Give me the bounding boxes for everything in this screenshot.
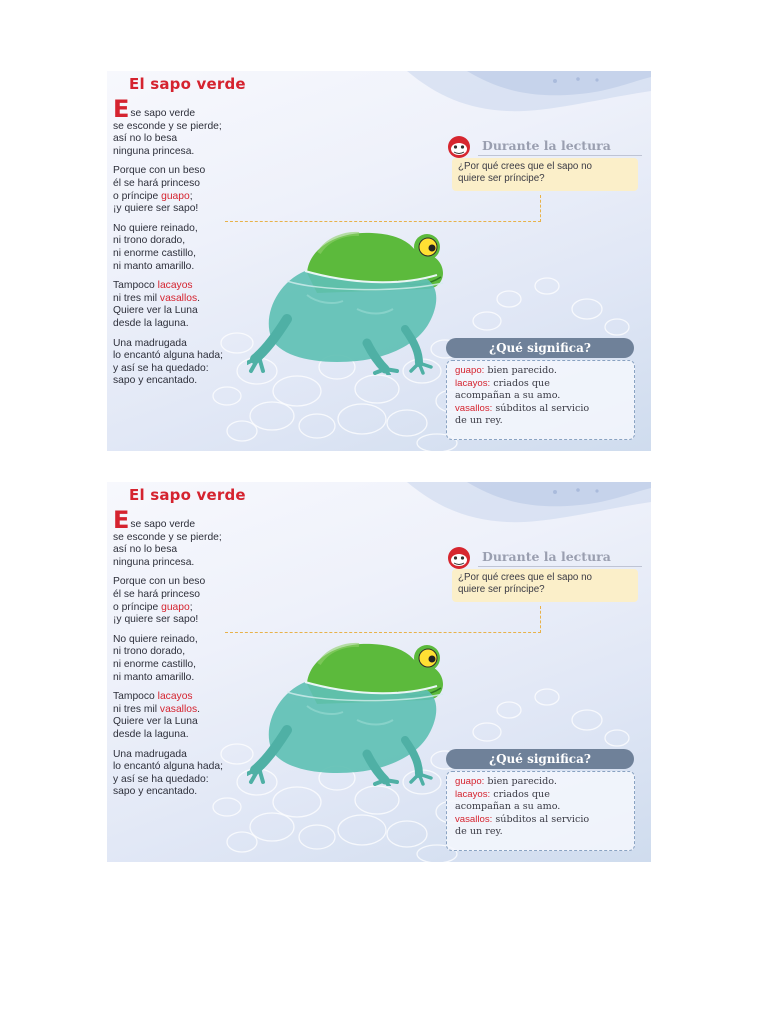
poem-line: ¡y quiere ser sapo!: [113, 614, 199, 626]
frog-illustration: [247, 636, 467, 786]
poem-line: ni trono dorado,: [113, 646, 186, 658]
glossary-definition: criados que: [490, 788, 550, 800]
poem-line: ni enorme castillo,: [113, 247, 196, 259]
poem-line-text: Tampoco: [113, 691, 158, 703]
glossary-entry-continuation: acompañan a su amo.: [455, 390, 561, 402]
textbook-page-panel: [107, 71, 651, 451]
question-line: ¿Por qué crees que el sapo no: [458, 161, 592, 172]
reading-ladybug-icon: [444, 546, 474, 570]
glossary-entry: [455, 378, 626, 391]
poem-line: Una madrugada: [113, 337, 187, 349]
poem-line: ni manto amarillo.: [113, 260, 195, 272]
durante-label: Durante la lectura: [482, 138, 611, 153]
poem-line: ni manto amarillo.: [113, 671, 195, 683]
poem-line-text: ni tres mil: [113, 292, 160, 304]
poem-line: sapo y encantado.: [113, 375, 198, 387]
poem-line: así no lo besa: [113, 544, 178, 556]
glossary-definition: súbditos al servicio: [492, 402, 590, 414]
poem-line-text: o príncipe: [113, 190, 162, 202]
glossary-entry: [455, 776, 626, 789]
glossary-entry: [455, 403, 626, 416]
glossary-definition: bien parecido.: [484, 365, 557, 376]
poem-title: El sapo verde: [129, 75, 246, 93]
reading-question-box: [452, 569, 638, 602]
que-significa-header: [446, 338, 634, 358]
connector-line: [225, 632, 541, 633]
poem-line-text: Tampoco: [113, 280, 158, 292]
poem-line: Porque con un beso: [113, 576, 206, 588]
poem-line: Porque con un beso: [113, 165, 206, 177]
frog-illustration: [247, 225, 467, 375]
glossary-definition: criados que: [490, 377, 550, 389]
vocabulary-word: guapo: [161, 190, 190, 202]
reading-ladybug-icon: [444, 135, 474, 159]
poem-line-text: se sapo verde: [130, 519, 196, 530]
poem-line: No quiere reinado,: [113, 633, 198, 645]
poem-line: [113, 95, 283, 123]
connector-line: [540, 195, 541, 222]
poem-line: ¡y quiere ser sapo!: [113, 203, 199, 215]
glossary-entry-continuation: de un rey.: [455, 415, 503, 427]
poem-line: No quiere reinado,: [113, 222, 198, 234]
poem-line: y así se ha quedado:: [113, 362, 209, 374]
glossary-term: lacayos:: [455, 788, 491, 800]
que-significa-title: ¿Qué significa?: [489, 752, 591, 766]
poem-line: él se hará princeso: [113, 588, 201, 600]
vocabulary-word: guapo: [161, 601, 190, 613]
poem-line: Quiere ver la Luna: [113, 305, 198, 317]
vocabulary-word: lacayos: [157, 280, 193, 292]
poem-stanza: [113, 165, 283, 215]
divider: [478, 155, 642, 156]
glossary-entry-continuation: de un rey.: [455, 826, 503, 838]
poem-line: desde la laguna.: [113, 728, 189, 740]
poem-line-text: ;: [189, 601, 193, 613]
que-significa-title: ¿Qué significa?: [489, 341, 591, 355]
glossary-term: vasallos:: [455, 402, 493, 414]
poem-line-text: se sapo verde: [130, 108, 196, 119]
poem-line: así no lo besa: [113, 133, 178, 145]
glossary-entry: [455, 789, 626, 802]
glossary-box: [446, 771, 635, 851]
poem-title: El sapo verde: [129, 486, 246, 504]
poem-line: lo encantó alguna hada;: [113, 350, 223, 362]
vocabulary-word: vasallos: [159, 703, 198, 715]
glossary-term: lacayos:: [455, 377, 491, 389]
glossary-term: vasallos:: [455, 813, 493, 825]
question-line: ¿Por qué crees que el sapo no: [458, 572, 592, 583]
poem-stanza: [113, 506, 283, 569]
poem-line: ni enorme castillo,: [113, 658, 196, 670]
glossary-entry: [455, 814, 626, 827]
poem-line: y así se ha quedado:: [113, 773, 209, 785]
poem-line: se esconde y se pierde;: [113, 120, 222, 132]
poem-line: Quiere ver la Luna: [113, 716, 198, 728]
glossary-term: guapo:: [455, 776, 485, 787]
poem-line: él se hará princeso: [113, 177, 201, 189]
reading-question-box: [452, 158, 638, 191]
glossary-definition: bien parecido.: [484, 776, 557, 787]
drop-cap: E: [113, 506, 130, 534]
poem-stanza: [113, 576, 283, 626]
que-significa-header: [446, 749, 634, 769]
connector-line: [540, 606, 541, 633]
poem-line: desde la laguna.: [113, 317, 189, 329]
poem-line: ni trono dorado,: [113, 235, 186, 247]
glossary-definition: súbditos al servicio: [492, 813, 590, 825]
glossary-term: guapo:: [455, 365, 485, 376]
poem-stanza: [113, 95, 283, 158]
durante-label: Durante la lectura: [482, 549, 611, 564]
drop-cap: E: [113, 95, 130, 123]
poem-line-text: .: [197, 292, 200, 304]
poem-line: sapo y encantado.: [113, 786, 198, 798]
question-line: quiere ser príncipe?: [458, 584, 545, 595]
textbook-page-panel: [107, 482, 651, 862]
glossary-entry: [455, 365, 626, 378]
poem-line: [113, 602, 283, 615]
poem-line-text: ;: [189, 190, 193, 202]
poem-line-text: ni tres mil: [113, 703, 160, 715]
poem-line: Una madrugada: [113, 748, 187, 760]
connector-line: [225, 221, 541, 222]
poem-line: se esconde y se pierde;: [113, 531, 222, 543]
poem-line: [113, 191, 283, 204]
question-line: quiere ser príncipe?: [458, 173, 545, 184]
divider: [478, 566, 642, 567]
poem-line-text: o príncipe: [113, 601, 162, 613]
poem-line: ninguna princesa.: [113, 145, 195, 157]
glossary-box: [446, 360, 635, 440]
glossary-entry-continuation: acompañan a su amo.: [455, 801, 561, 813]
vocabulary-word: vasallos: [159, 292, 198, 304]
vocabulary-word: lacayos: [157, 691, 193, 703]
poem-line: lo encantó alguna hada;: [113, 761, 223, 773]
poem-line-text: .: [197, 703, 200, 715]
poem-line: ninguna princesa.: [113, 556, 195, 568]
poem-line: [113, 506, 283, 534]
